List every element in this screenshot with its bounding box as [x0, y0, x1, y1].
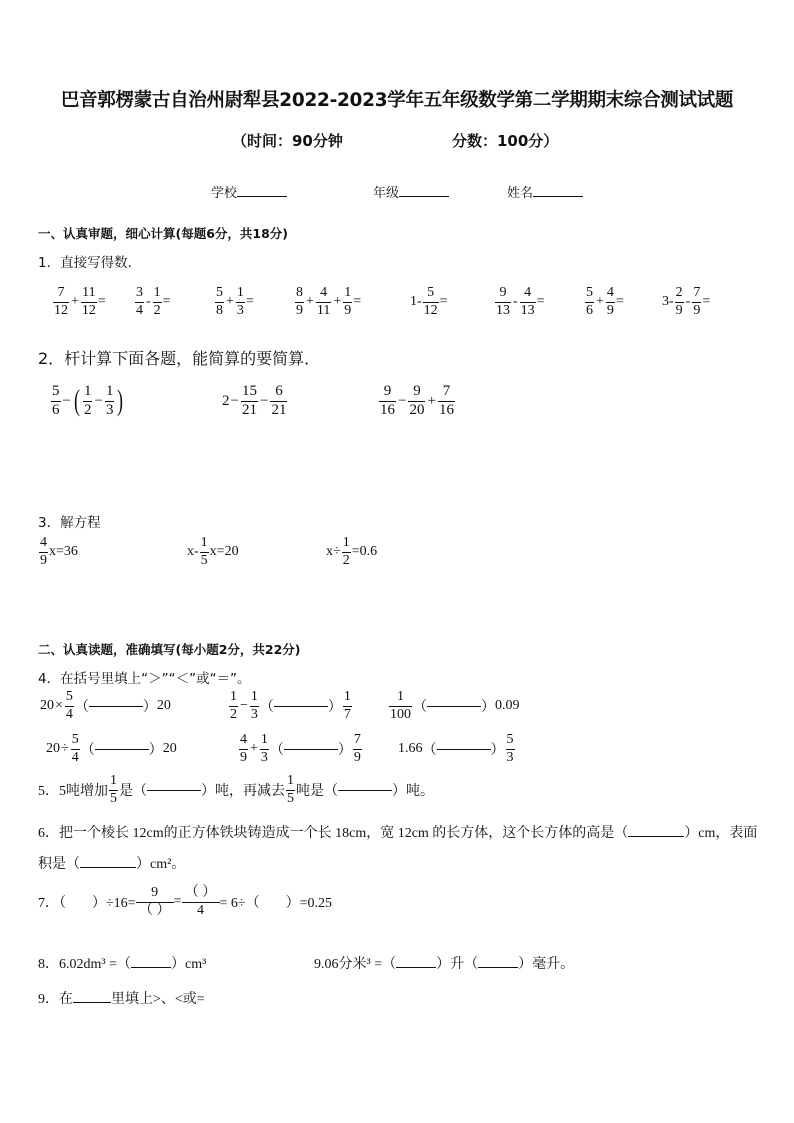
q4-blank-2[interactable] — [274, 706, 328, 707]
q1-item-3: 5 8 + $\frac{1}{3}$ = — [216, 285, 254, 318]
q6-line-2: 积是（ ）cm²。 — [38, 857, 186, 872]
score-label: 分数：100分） — [452, 132, 559, 150]
q4-blank-1[interactable] — [89, 706, 143, 707]
q4-row1-a: 20 × $\frac{5}{4}$ （ ） 20 — [40, 689, 171, 722]
q8b-blank-2[interactable] — [478, 967, 518, 968]
q1-item-7: 5 6 + $\frac{4}{9}$ = — [586, 285, 624, 318]
q1-item-8: 3- 2 9 - $\frac{7}{9}$ = — [662, 285, 711, 318]
q3-label: 3．解方程 — [38, 515, 101, 531]
grade-field[interactable]: 年级 — [373, 182, 449, 201]
q8b-blank-1[interactable] — [396, 967, 436, 968]
q5-blank-1[interactable] — [147, 790, 201, 791]
section2-header: 二、认真读题，准确填写(每小题2分，共22分) — [38, 642, 301, 657]
q4-blank-5[interactable] — [284, 749, 338, 750]
q3-eq-3: x÷ $\frac{1}{2}$ =0.6 — [326, 535, 378, 568]
section1-header: 一、认真审题，细心计算(每题6分，共18分) — [38, 226, 289, 241]
q5-blank-2[interactable] — [338, 790, 392, 791]
q6-blank-1[interactable] — [628, 836, 684, 837]
q7-line: 7．（ ）÷16= 9 （ ） = （ ） 4 = 6÷（ ）=0.25 — [38, 885, 332, 918]
q1-item-2: 3 4 - $\frac{1}{2}$ = — [136, 285, 171, 318]
q1-item-6: 9 13 - $\frac{4}{13}$ = — [496, 285, 545, 318]
q3-eq-1: 4 9 x=36 — [40, 535, 78, 568]
school-field[interactable]: 学校 — [211, 182, 287, 201]
q8b-line: 9.06分米³ =（ ）升（ ）毫升。 — [314, 957, 575, 972]
q4-blank-4[interactable] — [95, 749, 149, 750]
q4-blank-3[interactable] — [427, 706, 481, 707]
q4-row2-c: 1.66 （ ） 5 3 — [398, 732, 514, 765]
q6-blank-2[interactable] — [80, 867, 136, 868]
q1-item-5: 1- $\frac{5}{12}$ = — [410, 285, 448, 318]
page-title: 巴音郭楞蒙古自治州尉犁县2022-2023学年五年级数学第二学期期末综合测试试题 — [60, 90, 734, 111]
q2-expr-1: 5 6 − ( 1 2 − $\frac{1}{3}$ ) — [52, 383, 124, 418]
q4-row2-b: 4 9 + $\frac{1}{3}$ （ ） 7 9 — [240, 732, 361, 765]
q1-item-4: 8 9 + $\frac{4}{11}$ + $\frac{1}{9}$ = — [296, 285, 362, 318]
name-field[interactable]: 姓名 — [507, 182, 583, 201]
q2-expr-3: 9 16 − $\frac{9}{20}$ + $\frac{7}{16}$ — [380, 383, 454, 418]
time-label: （时间：90分钟 — [232, 132, 343, 150]
q1-label: 1．直接写得数． — [38, 255, 142, 271]
q4-row1-c: 1 100 （ ） 0.09 — [390, 689, 520, 722]
q8-blank-1[interactable] — [131, 967, 171, 968]
q3-eq-2: x- 1 5 x=20 — [187, 535, 239, 568]
q9-line: 9．在 里填上>、<或= — [38, 992, 205, 1007]
q4-row2-a: 20 ÷ $\frac{5}{4}$ （ ） 20 — [46, 732, 177, 765]
q8-line: 8．6.02dm³ =（ ）cm³ — [38, 957, 207, 972]
q5-line: 5．5吨增加 1 5 是（ ）吨，再减去 1 5 吨是（ ）吨。 — [38, 773, 434, 806]
q6-line-1: 6．把一个棱长 12cm的正方体铁块铸造成一个长 18cm，宽 12cm 的长方体，这个长方体的高是（ ）cm，表面 — [38, 826, 758, 841]
q9-blank[interactable] — [73, 1002, 111, 1003]
q2-expr-2: 2 − $\frac{15}{21}$ − $\frac{6}{21}$ — [222, 383, 287, 418]
q4-row1-b: 1 2 − $\frac{1}{3}$ （ ） 1 7 — [230, 689, 351, 722]
q4-blank-6[interactable] — [437, 749, 491, 750]
q2-label: 2．杆计算下面各题，能简算的要简算． — [38, 349, 321, 368]
q1-item-1: 7 12 + $\frac{11}{12}$ = — [54, 285, 106, 318]
q4-label: 4．在括号里填上“＞”“＜”或“＝”。 — [38, 671, 251, 687]
